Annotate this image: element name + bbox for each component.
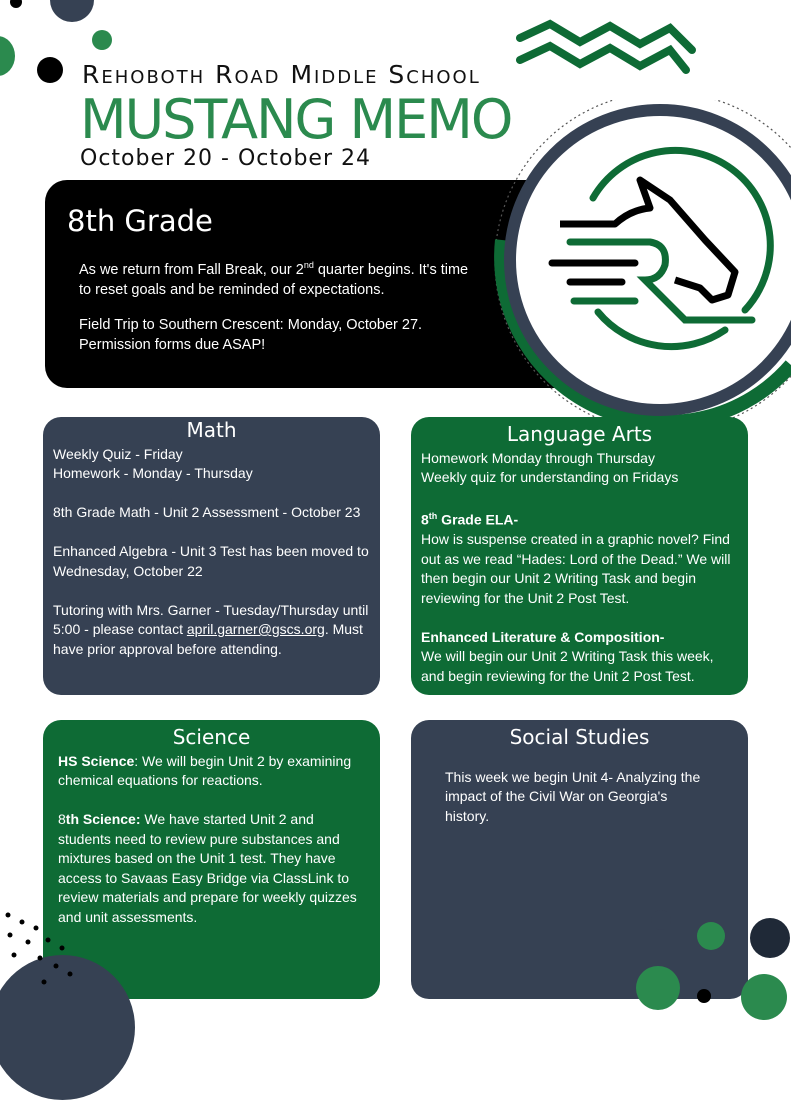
text-line: Homework Monday through Thursday xyxy=(421,449,655,466)
banner-paragraph: Field Trip to Southern Crescent: Monday, October 27. Permission forms due ASAP! xyxy=(79,317,423,353)
decor-dot xyxy=(92,30,112,50)
banner-heading: 8th Grade xyxy=(67,204,213,238)
mustang-horse-logo xyxy=(490,100,791,420)
date-range: October 20 - October 24 xyxy=(80,146,371,171)
subheading: 8th Grade ELA- xyxy=(421,511,519,528)
zigzag-decoration xyxy=(510,10,700,90)
text-line: Homework - Monday - Thursday xyxy=(53,465,253,481)
banner-paragraph: As we return from Fall Break, our 2nd quarter begins. It's time to reset goals and be reminded of expectations. xyxy=(79,260,469,298)
math-card xyxy=(43,417,380,695)
decor-dot xyxy=(697,989,711,1003)
science-card xyxy=(43,720,380,999)
page-title: MUSTANG MEMO xyxy=(80,88,512,151)
school-name: Rehoboth Road Middle School xyxy=(82,60,481,89)
decor-dot xyxy=(636,966,680,1010)
text-line: Weekly Quiz - Friday xyxy=(53,445,183,462)
decor-dot xyxy=(697,922,725,950)
dot-pattern xyxy=(0,910,80,1020)
decor-dot xyxy=(651,910,671,930)
decor-dot xyxy=(37,57,63,83)
text-line: This week we begin Unit 4- Analyzing the impact of the Civil War on Georgia's history. xyxy=(445,768,701,824)
decor-dot xyxy=(10,0,22,8)
text-line: 8th Science: We have started Unit 2 and students need to review pure substances and mixtures based on the Unit 1 test. They have access to Savaas Easy Bridge via ClassLink to review materials and prepare for weekly quizzes and unit assessments. xyxy=(58,811,357,925)
card-heading: Language Arts xyxy=(506,422,653,446)
decor-dot xyxy=(50,0,94,22)
decor-dot xyxy=(741,974,787,1020)
card-heading: Math xyxy=(186,418,237,442)
text-line: 8th Grade Math - Unit 2 Assessment - October 23 xyxy=(53,504,361,520)
decor-dot xyxy=(0,36,15,76)
email-link[interactable]: april.garner@gscs.org xyxy=(186,621,325,637)
card-heading: Social Studies xyxy=(509,725,650,749)
social-studies-card xyxy=(411,720,748,999)
text-line: Tutoring with Mrs. Garner - Tuesday/Thursday until 5:00 - please contact april.garner@gscs.org. Must have prior approval before attending. xyxy=(53,601,369,657)
text-line: Enhanced Algebra - Unit 3 Test has been moved to Wednesday, October 22 xyxy=(53,543,369,579)
text-line: HS Science: We will begin Unit 2 by examining chemical equations for reactions. xyxy=(58,752,352,788)
card-heading: Science xyxy=(172,725,251,749)
text-line: How is suspense created in a graphic novel? Find out as we read “Hades: Lord of the Dead.” We will then begin our Unit 2 Writing Task and begin reviewing for the Unit 2 Post Test. xyxy=(421,531,731,606)
text-line: Weekly quiz for understanding on Fridays xyxy=(421,469,679,485)
text-line: We will begin our Unit 2 Writing Task this week, and begin reviewing for the Unit 2 Post Test. xyxy=(421,648,714,684)
subheading: Enhanced Literature & Composition- xyxy=(421,628,665,645)
language-arts-card xyxy=(411,417,748,695)
decor-dot xyxy=(750,918,790,958)
